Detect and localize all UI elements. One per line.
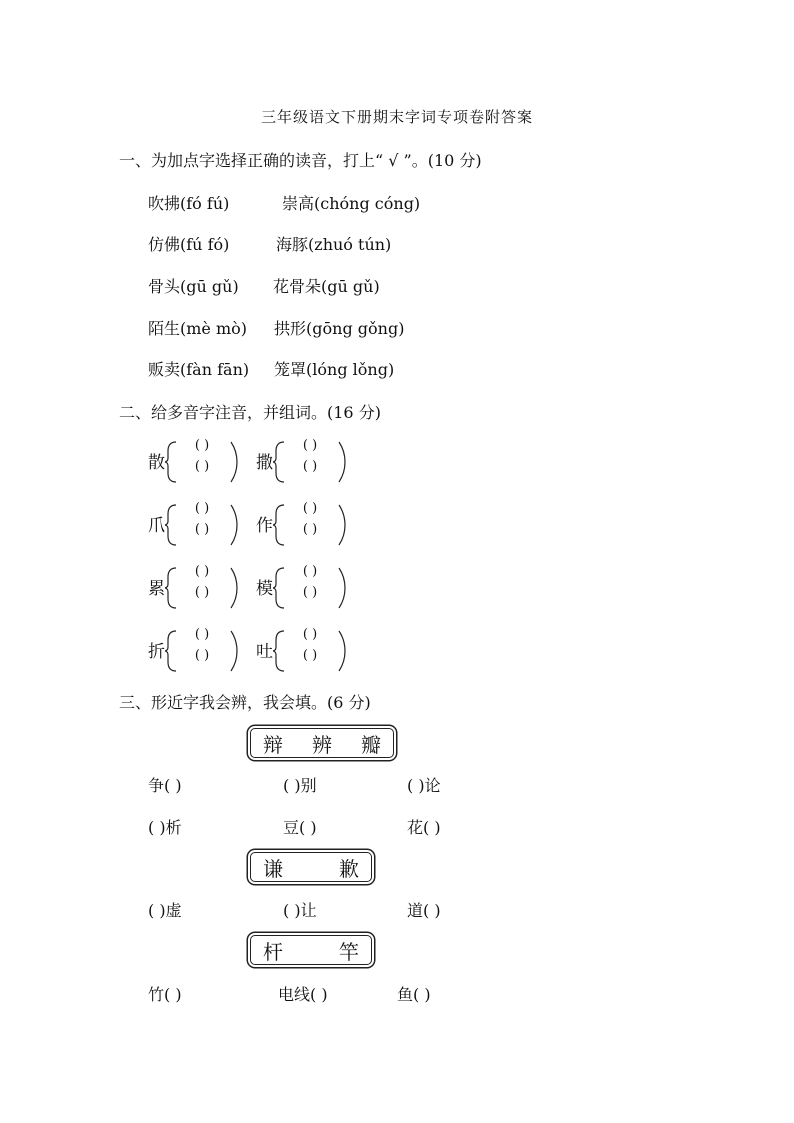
polyphone-char: 撒 xyxy=(256,453,273,473)
fill-blank[interactable]: 花( ) xyxy=(407,818,441,837)
s1-word: 笼罩 xyxy=(274,360,307,379)
pinyin-blank[interactable]: ( ) xyxy=(194,564,210,579)
pinyin-blank[interactable]: ( ) xyxy=(194,648,210,663)
pinyin-blank[interactable]: ( ) xyxy=(302,627,318,642)
s1-word: 骨头 xyxy=(148,277,181,296)
fill-blank[interactable]: ( )让 xyxy=(283,901,317,920)
char-box xyxy=(250,852,372,882)
box-char: 谦 xyxy=(263,856,283,881)
s1-item xyxy=(276,232,391,255)
s1-word: 仿佛 xyxy=(148,235,181,254)
polyphone-char: 散 xyxy=(148,453,165,473)
fill-blank[interactable]: ( )虚 xyxy=(148,901,182,920)
s1-pinyin[interactable]: (mè mò) xyxy=(180,319,248,338)
pinyin-blank[interactable]: ( ) xyxy=(194,459,210,474)
pinyin-blank[interactable]: ( ) xyxy=(302,501,318,516)
pinyin-blank[interactable]: ( ) xyxy=(302,585,318,600)
s1-item xyxy=(273,274,380,297)
section1-heading: 一、为加点字选择正确的读音，打上“ √ ”。(10 分) xyxy=(119,151,482,170)
char-box xyxy=(250,935,372,965)
s1-pinyin[interactable]: (gōng gǒng) xyxy=(306,319,405,338)
s1-item xyxy=(274,316,404,339)
s1-pinyin[interactable]: (gū gǔ) xyxy=(180,277,239,296)
pinyin-blank[interactable]: ( ) xyxy=(194,627,210,642)
polyphone-char: 模 xyxy=(256,579,273,599)
pinyin-blank[interactable]: ( ) xyxy=(302,438,318,453)
pinyin-blank[interactable]: ( ) xyxy=(302,459,318,474)
s1-pinyin[interactable]: (zhuó tún) xyxy=(308,235,392,254)
char-box xyxy=(250,728,394,758)
box-char: 竿 xyxy=(339,939,359,964)
fill-blank[interactable]: ( )论 xyxy=(407,776,441,795)
s1-word: 吹拂 xyxy=(148,194,181,213)
s1-word: 陌生 xyxy=(148,319,181,338)
s1-pinyin[interactable]: (fú fó) xyxy=(180,235,230,254)
polyphone-char: 折 xyxy=(148,642,165,662)
s1-pinyin[interactable]: (chóng cóng) xyxy=(314,194,421,213)
pinyin-blank[interactable]: ( ) xyxy=(194,522,210,537)
s1-word: 崇高 xyxy=(282,194,315,213)
polyphone-char: 爪 xyxy=(148,516,165,536)
fill-blank[interactable]: ( )析 xyxy=(148,818,182,837)
s1-item xyxy=(148,316,247,339)
pinyin-blank[interactable]: ( ) xyxy=(194,501,210,516)
s1-item xyxy=(148,232,229,255)
s1-item xyxy=(274,357,394,380)
s1-word: 拱形 xyxy=(274,319,307,338)
s1-pinyin[interactable]: (fàn fān) xyxy=(180,360,250,379)
box-char: 辩 xyxy=(263,732,283,757)
section3-heading: 三、形近字我会辨，我会填。(6 分) xyxy=(119,693,371,712)
polyphone-char: 吐 xyxy=(256,642,273,662)
fill-blank[interactable]: 电线( ) xyxy=(278,985,328,1004)
s1-word: 海豚 xyxy=(276,235,309,254)
fill-blank[interactable]: 豆( ) xyxy=(283,818,317,837)
box-char: 杆 xyxy=(263,939,283,964)
fill-blank[interactable]: 鱼( ) xyxy=(397,985,431,1004)
fill-blank[interactable]: 争( ) xyxy=(148,776,182,795)
pinyin-blank[interactable]: ( ) xyxy=(302,522,318,537)
s1-item xyxy=(282,191,420,214)
s1-item xyxy=(148,191,229,214)
polyphone-char: 作 xyxy=(256,516,273,536)
pinyin-blank[interactable]: ( ) xyxy=(194,585,210,600)
pinyin-blank[interactable]: ( ) xyxy=(194,438,210,453)
fill-blank[interactable]: 道( ) xyxy=(407,901,441,920)
box-char: 辨 xyxy=(312,732,332,757)
s1-pinyin[interactable]: (lóng lǒng) xyxy=(306,360,395,379)
s1-pinyin[interactable]: (fó fú) xyxy=(180,194,230,213)
s1-pinyin[interactable]: (gū gǔ) xyxy=(321,277,380,296)
section2-heading: 二、给多音字注音，并组词。(16 分) xyxy=(119,403,381,422)
s1-item xyxy=(148,357,249,380)
fill-blank[interactable]: 竹( ) xyxy=(148,985,182,1004)
s1-item xyxy=(148,274,239,297)
pinyin-blank[interactable]: ( ) xyxy=(302,648,318,663)
s1-word: 贩卖 xyxy=(148,360,181,379)
page-title: 三年级语文下册期末字词专项卷附答案 xyxy=(260,108,533,126)
polyphone-char: 累 xyxy=(148,579,165,599)
box-char: 歉 xyxy=(339,856,359,881)
pinyin-blank[interactable]: ( ) xyxy=(302,564,318,579)
fill-blank[interactable]: ( )别 xyxy=(283,776,317,795)
s1-word: 花骨朵 xyxy=(273,277,322,296)
box-char: 瓣 xyxy=(361,732,381,757)
